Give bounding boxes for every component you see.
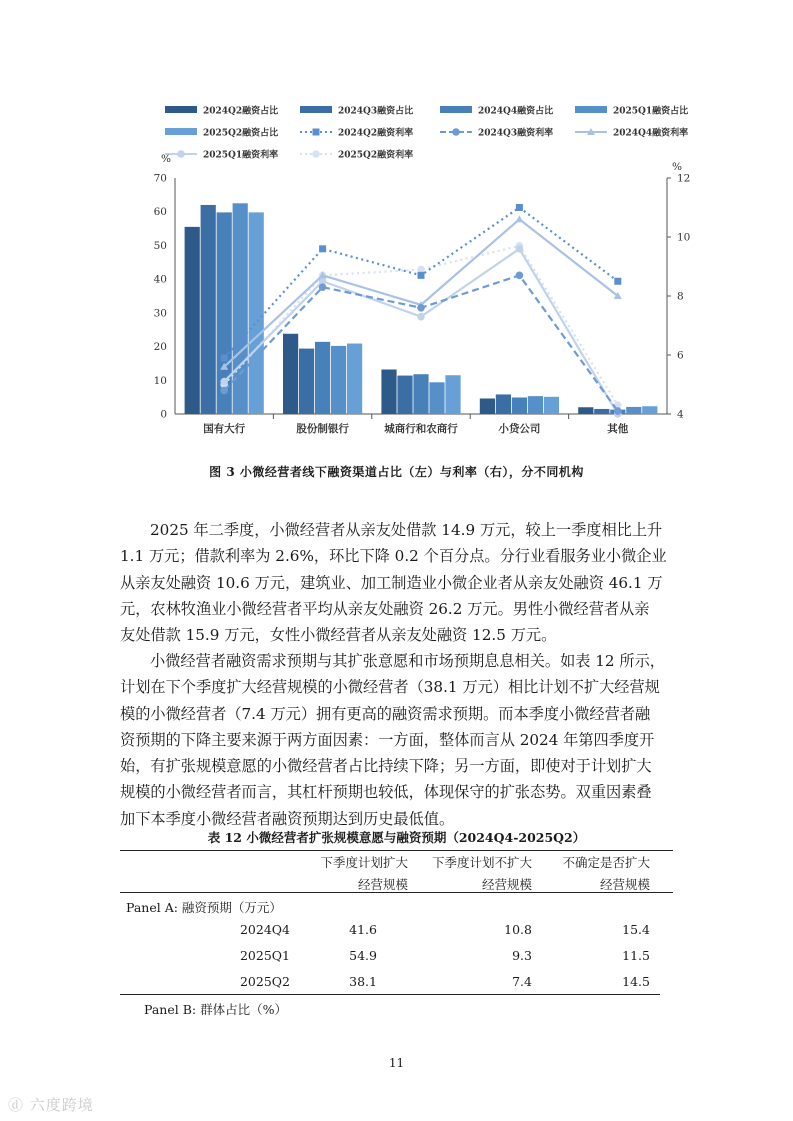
bar (315, 342, 330, 414)
bar (201, 205, 216, 414)
table-cell: 38.1 (349, 974, 377, 989)
legend-marker (177, 150, 185, 158)
series-point (516, 204, 523, 211)
watermark-text: 六度跨境 (29, 1096, 94, 1114)
paragraph-line: 资预期的下降主要来源于两方面因素：一方面，整体而言从 2024 年第四季度开 (120, 730, 655, 749)
series-point (319, 283, 327, 291)
table-header-line: 经营规模 (599, 877, 650, 892)
legend-marker (452, 128, 460, 136)
table-cell: 14.5 (622, 974, 650, 989)
bar (249, 212, 264, 414)
table-title: 表 12 小微经营者扩张规模意愿与融资预期（2024Q4-2025Q2） (207, 830, 586, 845)
watermark-icon: ⓓ (8, 1096, 25, 1114)
left-axis-unit: % (161, 153, 171, 165)
series-point (220, 387, 228, 395)
table-header-line: 经营规模 (357, 877, 408, 892)
x-tick-label: 城商行和农商行 (384, 423, 458, 435)
bar (544, 397, 559, 414)
table-row-label: 2025Q2 (239, 974, 290, 989)
series-point (319, 245, 326, 252)
bar (496, 394, 511, 414)
table-rule-bottom (120, 994, 660, 995)
table-cell: 54.9 (349, 948, 377, 963)
right-tick-label: 4 (677, 408, 684, 421)
bar (233, 203, 248, 414)
table-rule-top (120, 850, 673, 851)
paragraph-line: 友处借款 15.9 万元，女性小微经营者从亲友处融资 12.5 万元。 (120, 626, 557, 645)
legend-label: 2025Q1融资占比 (613, 106, 689, 117)
paragraph-line: 规模的小微经营者而言，其杠杆预期也较低，体现保守的扩张态势。双重因素叠 (120, 783, 652, 802)
legend-label: 2024Q3融资占比 (338, 106, 414, 117)
right-tick-label: 10 (677, 231, 691, 244)
series-point (516, 272, 524, 280)
series-point (418, 272, 425, 279)
table-cell: 10.8 (504, 922, 532, 937)
left-tick-label: 70 (153, 172, 167, 185)
left-tick-label: 20 (153, 341, 167, 354)
bar (397, 376, 412, 414)
bar (283, 334, 298, 414)
table-rule-mid-left (120, 892, 294, 893)
chart-svg (140, 100, 700, 450)
table-row-label: 2024Q4 (239, 922, 290, 937)
legend-swatch (440, 106, 472, 113)
legend-label: 2024Q3融资利率 (478, 128, 554, 139)
table-cell: 9.3 (512, 948, 532, 963)
bar (445, 375, 460, 414)
paragraph-line: 模的小微经营者（7.4 万元）拥有更高的融资需求预期。而本季度小微经营者融 (120, 704, 651, 723)
table-header-2 (420, 852, 532, 896)
paragraph-line: 从亲友处融资 10.6 万元，建筑业、加工制造业小微企业者从亲友处融资 46.1 万 (120, 573, 663, 592)
legend-label: 2025Q2融资利率 (338, 150, 414, 161)
x-tick-label: 股份制银行 (296, 423, 349, 435)
series-point (417, 304, 425, 312)
table-header-line: 下季度计划不扩大 (431, 855, 532, 870)
x-tick-label: 小贷公司 (498, 423, 541, 435)
left-tick-label: 30 (153, 307, 167, 320)
bar (594, 409, 609, 414)
right-tick-label: 12 (677, 172, 691, 185)
table-cell: 7.4 (512, 974, 532, 989)
bar (299, 349, 314, 414)
left-tick-label: 60 (153, 206, 167, 219)
paragraph-line: 计划在下个季度扩大经营规模的小微经营者（38.1 万元）相比计划不扩大经营规 (120, 678, 660, 697)
left-tick-label: 0 (160, 408, 167, 421)
legend-label: 2024Q4融资利率 (613, 128, 689, 139)
bar (528, 396, 543, 414)
bar (185, 227, 200, 414)
series-point (516, 245, 524, 253)
x-tick-label: 国有大行 (203, 423, 246, 435)
paragraph-1 (120, 517, 680, 648)
legend-label: 2024Q2融资占比 (203, 106, 279, 117)
table-header-line: 下季度计划扩大 (320, 855, 408, 870)
figure-chart (140, 100, 700, 450)
bar (626, 407, 641, 414)
bar (642, 406, 657, 414)
legend-marker (312, 150, 320, 158)
left-tick-label: 40 (153, 273, 167, 286)
series-point (221, 354, 228, 361)
bar (331, 346, 346, 414)
left-tick-label: 10 (153, 374, 167, 387)
table-cell: 41.6 (349, 922, 377, 937)
paragraph-line: 始，有扩张规模意愿的小微经营者占比持续下降；另一方面，即使对于计划扩大 (120, 757, 652, 776)
series-point (515, 215, 523, 222)
legend-label: 2025Q2融资占比 (203, 128, 279, 139)
table-panel-a: Panel A: 融资预期（万元） (126, 900, 282, 915)
table-panel-b: Panel B: 群体占比（%） (144, 1002, 287, 1017)
series-point (614, 278, 621, 285)
legend-label: 2025Q1融资利率 (203, 150, 279, 161)
table-header-3 (550, 852, 650, 896)
bar (381, 369, 396, 414)
paragraph-line: 元，农林牧渔业小微经营者平均从亲友处融资 26.2 万元。男性小微经营者从亲 (120, 599, 650, 618)
right-tick-label: 8 (677, 290, 684, 303)
right-axis-unit: % (672, 161, 682, 173)
table-header-line: 经营规模 (481, 877, 532, 892)
bar (480, 398, 495, 414)
left-tick-label: 50 (153, 239, 167, 252)
watermark-logo (8, 1094, 94, 1115)
legend-label: 2024Q2融资利率 (338, 128, 414, 139)
table-cell: 11.5 (622, 948, 650, 963)
paragraph-line: 加下本季度小微经营者融资预期达到历史最低值。 (120, 809, 455, 828)
paragraph-line: 2025 年二季度，小微经营者从亲友处借款 14.9 万元，较上一季度相比上升 (150, 521, 663, 539)
legend-swatch (165, 128, 197, 135)
bar (512, 397, 527, 414)
table-header-line: 不确定是否扩大 (562, 855, 650, 870)
legend-marker (313, 129, 320, 136)
legend-swatch (165, 106, 197, 113)
series-point (614, 407, 622, 415)
table-rule-mid (294, 892, 673, 893)
bar (413, 374, 428, 414)
legend-swatch (575, 106, 607, 113)
legend-label: 2024Q4融资占比 (478, 106, 554, 117)
paragraph-2 (120, 648, 680, 832)
table-cell: 15.4 (622, 922, 650, 937)
bar (578, 407, 593, 414)
legend-swatch (300, 106, 332, 113)
paragraph-line: 1.1 万元；借款利率为 2.6%，环比下降 0.2 个百分点。分行业看服务业小微企业 (120, 547, 667, 566)
table-header-1 (300, 852, 408, 896)
series-point (220, 378, 228, 386)
figure-caption: 图 3 小微经营者线下融资渠道占比（左）与利率（右），分不同机构 (209, 465, 584, 479)
right-tick-label: 6 (677, 349, 684, 362)
paragraph-line: 小微经营者融资需求预期与其扩张意愿和市场预期息息相关。如表 12 所示， (150, 652, 665, 670)
table-row-label: 2025Q1 (239, 948, 290, 963)
page-number: 11 (388, 1056, 405, 1070)
bar (347, 344, 362, 414)
x-tick-label: 其他 (607, 423, 629, 435)
series-point (417, 313, 425, 321)
bar (429, 382, 444, 414)
